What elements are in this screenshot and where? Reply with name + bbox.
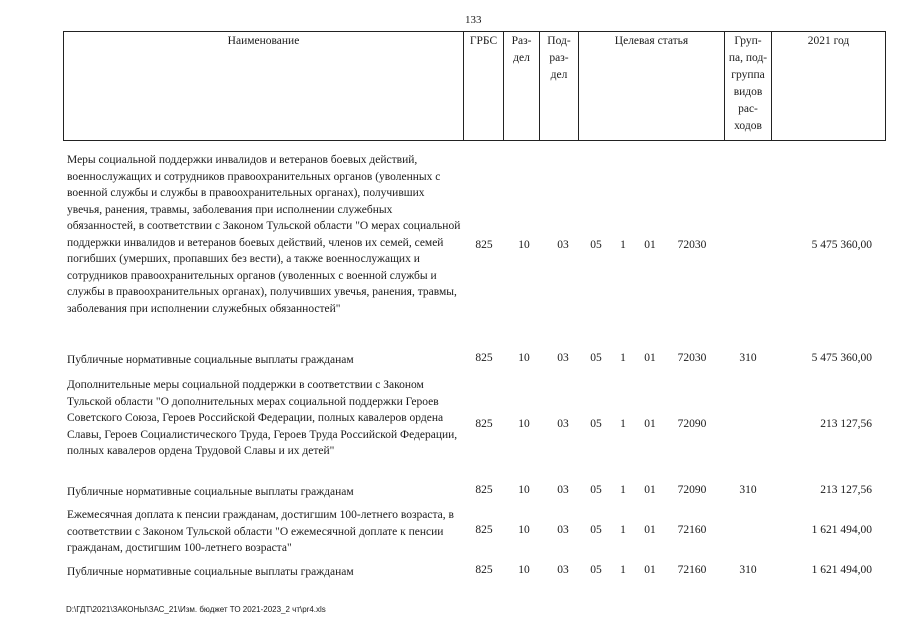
cell-cs2: 1 xyxy=(620,352,626,364)
header-year: 2021 год xyxy=(771,32,885,140)
cell-cs2: 1 xyxy=(620,418,626,430)
cell-cs3: 01 xyxy=(644,564,656,576)
header-celevaya: Целевая статья xyxy=(578,32,724,140)
cell-podrazdel: 03 xyxy=(557,484,569,496)
cell-razdel: 10 xyxy=(518,418,530,430)
cell-cs4: 72030 xyxy=(677,352,707,364)
cell-grbs: 825 xyxy=(475,484,493,496)
cell-cs2: 1 xyxy=(620,564,626,576)
cell-podrazdel: 03 xyxy=(557,564,569,576)
cell-cs1: 05 xyxy=(590,484,602,496)
header-grbs: ГРБС xyxy=(463,32,503,140)
cell-cs2: 1 xyxy=(620,239,626,251)
cell-razdel: 10 xyxy=(518,239,530,251)
cell-razdel: 10 xyxy=(518,352,530,364)
cell-cs1: 05 xyxy=(590,239,602,251)
cell-amount: 1 621 494,00 xyxy=(811,524,872,536)
header-podrazdel xyxy=(539,32,578,140)
footer-file-path: D:\ГДТ\2021\ЗАКОНЫ\ЗАС_21\Изм. бюджет ТО 2021-2023_2 чт\pr4.xls xyxy=(66,605,326,614)
cell-cs3: 01 xyxy=(644,239,656,251)
header-gruppa xyxy=(724,32,771,140)
header-gruppa-line5: рас- xyxy=(738,103,758,115)
header-razdel-line1: Раз- xyxy=(511,35,532,47)
cell-amount: 5 475 360,00 xyxy=(811,239,872,251)
cell-grbs: 825 xyxy=(475,352,493,364)
row-name: Дополнительные меры социальной поддержки в соответствии с Законом Тульской области "О дополнительных мерах социальной поддержки Героев Советского Союза, Героев Российской Федерации, полных кавалеров ордена Славы, Героев Социалистического Труда, Героев Труда Российской Федерации, полных кавалеров ордена Трудовой Славы и их детей" xyxy=(67,379,458,457)
cell-vr: 310 xyxy=(739,564,757,576)
cell-razdel: 10 xyxy=(518,524,530,536)
cell-cs1: 05 xyxy=(590,524,602,536)
header-gruppa-line6: ходов xyxy=(734,120,762,132)
cell-grbs: 825 xyxy=(475,564,493,576)
cell-podrazdel: 03 xyxy=(557,418,569,430)
cell-amount: 1 621 494,00 xyxy=(811,564,872,576)
row-name: Меры социальной поддержки инвалидов и ветеранов боевых действий, военнослужащих и сотрудников правоохранительных органов (уволенных с военной службы и службы в правоохранительных органах), получивших увечья, ранения, травмы, заболевания при исполнении служебных обязанностей, в соответствии с Законом Тульской области "О мерах социальной поддержки инвалидов и ветеранов боевых действий, членов их семей, семей погибших (умерших, пропавших без вести), а также военнослужащих и сотрудников правоохранительных органов (уволенных с военной службы и службы в правоохранительных органах), получивших увечья, ранения, травмы, заболевания при исполнении служебных обязанностей" xyxy=(67,154,461,315)
cell-cs3: 01 xyxy=(644,524,656,536)
cell-podrazdel: 03 xyxy=(557,524,569,536)
header-podrazdel-line2: раз- xyxy=(549,52,569,64)
header-gruppa-line3: группа xyxy=(731,69,765,81)
cell-cs1: 05 xyxy=(590,418,602,430)
cell-cs4: 72030 xyxy=(677,239,707,251)
cell-cs2: 1 xyxy=(620,524,626,536)
header-razdel-line2: дел xyxy=(513,52,530,64)
header-podrazdel-line1: Под- xyxy=(547,35,571,47)
cell-cs4: 72090 xyxy=(677,418,707,430)
cell-cs1: 05 xyxy=(590,564,602,576)
cell-vr: 310 xyxy=(739,484,757,496)
cell-amount: 213 127,56 xyxy=(820,484,872,496)
header-gruppa-line2: па, под- xyxy=(728,52,768,64)
row-name: Публичные нормативные социальные выплаты гражданам xyxy=(67,354,354,366)
cell-cs2: 1 xyxy=(620,484,626,496)
row-name: Ежемесячная доплата к пенсии гражданам, достигшим 100-летнего возраста, в соответствии с Законом Тульской области "О ежемесячной доплате к пенсии гражданам, достигшим 100-летнего возраста" xyxy=(67,509,454,554)
cell-grbs: 825 xyxy=(475,418,493,430)
cell-podrazdel: 03 xyxy=(557,239,569,251)
cell-cs3: 01 xyxy=(644,352,656,364)
table-header xyxy=(63,31,886,141)
cell-vr: 310 xyxy=(739,352,757,364)
header-gruppa-line1: Груп- xyxy=(734,35,762,47)
cell-grbs: 825 xyxy=(475,239,493,251)
header-gruppa-line4: видов xyxy=(733,86,763,98)
cell-razdel: 10 xyxy=(518,484,530,496)
cell-cs3: 01 xyxy=(644,484,656,496)
cell-grbs: 825 xyxy=(475,524,493,536)
cell-cs4: 72160 xyxy=(677,524,707,536)
row-name: Публичные нормативные социальные выплаты гражданам xyxy=(67,486,354,498)
cell-cs4: 72090 xyxy=(677,484,707,496)
cell-razdel: 10 xyxy=(518,564,530,576)
cell-cs4: 72160 xyxy=(677,564,707,576)
cell-cs3: 01 xyxy=(644,418,656,430)
cell-podrazdel: 03 xyxy=(557,352,569,364)
cell-amount: 213 127,56 xyxy=(820,418,872,430)
page-number: 133 xyxy=(465,14,482,26)
header-name: Наименование xyxy=(227,35,300,47)
row-name: Публичные нормативные социальные выплаты гражданам xyxy=(67,566,354,578)
header-podrazdel-line3: дел xyxy=(550,69,568,81)
cell-cs1: 05 xyxy=(590,352,602,364)
header-razdel xyxy=(503,32,539,140)
cell-amount: 5 475 360,00 xyxy=(811,352,872,364)
